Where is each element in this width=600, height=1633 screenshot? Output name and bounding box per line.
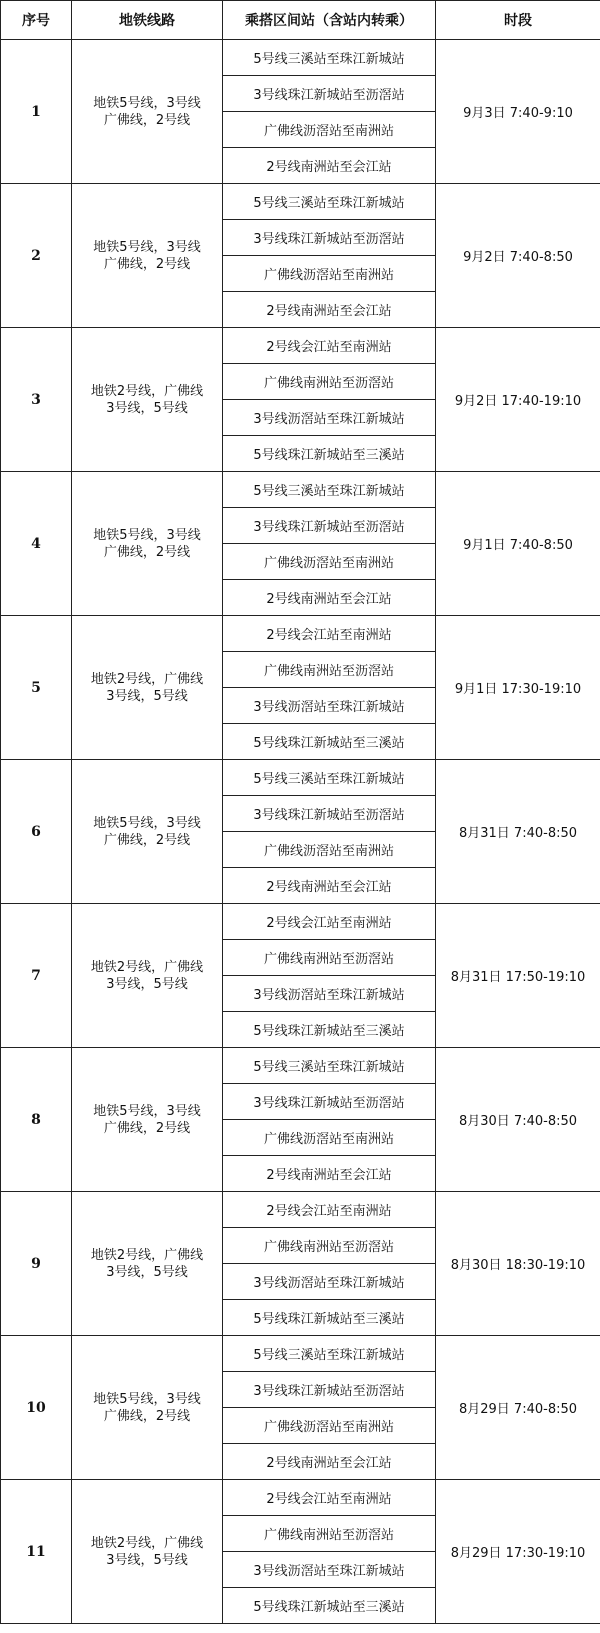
metro-lines-cell bbox=[72, 472, 223, 616]
segment-cell: 3号线沥滘站至珠江新城站 bbox=[223, 1552, 436, 1588]
metro-lines-text: 3号线，5号线 bbox=[106, 1552, 188, 1568]
metro-lines-cell bbox=[72, 40, 223, 184]
table-row bbox=[1, 184, 600, 220]
row-index: 1 bbox=[1, 40, 72, 184]
segment-cell: 广佛线南洲站至沥滘站 bbox=[223, 364, 436, 400]
segment-cell: 2号线南洲站至会江站 bbox=[223, 1444, 436, 1480]
row-index: 3 bbox=[1, 328, 72, 472]
table-row bbox=[1, 1048, 600, 1084]
row-index: 4 bbox=[1, 472, 72, 616]
metro-lines-text: 地铁5号线，3号线 bbox=[93, 527, 201, 543]
time-cell: 8月30日 7:40-8:50 bbox=[436, 1048, 600, 1192]
time-cell: 8月31日 7:40-8:50 bbox=[436, 760, 600, 904]
segment-cell: 3号线珠江新城站至沥滘站 bbox=[223, 508, 436, 544]
segment-cell: 5号线三溪站至珠江新城站 bbox=[223, 1336, 436, 1372]
segment-cell: 广佛线南洲站至沥滘站 bbox=[223, 1516, 436, 1552]
segment-cell: 广佛线南洲站至沥滘站 bbox=[223, 940, 436, 976]
metro-lines-cell bbox=[72, 328, 223, 472]
time-cell: 9月3日 7:40-9:10 bbox=[436, 40, 600, 184]
table-row bbox=[1, 904, 600, 940]
segment-cell: 5号线三溪站至珠江新城站 bbox=[223, 760, 436, 796]
metro-lines-text: 广佛线，2号线 bbox=[103, 112, 191, 128]
metro-lines-text: 3号线，5号线 bbox=[106, 400, 188, 416]
metro-lines-text: 地铁5号线，3号线 bbox=[93, 1103, 201, 1119]
segment-cell: 广佛线沥滘站至南洲站 bbox=[223, 1408, 436, 1444]
table-row bbox=[1, 1480, 600, 1516]
metro-lines-text: 地铁2号线，广佛线 bbox=[90, 671, 204, 687]
segment-cell: 5号线三溪站至珠江新城站 bbox=[223, 472, 436, 508]
segment-cell: 广佛线沥滘站至南洲站 bbox=[223, 832, 436, 868]
segment-cell: 2号线会江站至南洲站 bbox=[223, 328, 436, 364]
row-index: 10 bbox=[1, 1336, 72, 1480]
segment-cell: 2号线会江站至南洲站 bbox=[223, 1192, 436, 1228]
metro-lines-cell bbox=[72, 1048, 223, 1192]
segment-cell: 5号线珠江新城站至三溪站 bbox=[223, 1300, 436, 1336]
segment-cell: 2号线南洲站至会江站 bbox=[223, 148, 436, 184]
segment-cell: 3号线沥滘站至珠江新城站 bbox=[223, 976, 436, 1012]
metro-lines-text: 地铁5号线，3号线 bbox=[93, 95, 201, 111]
row-index: 7 bbox=[1, 904, 72, 1048]
segment-cell: 3号线沥滘站至珠江新城站 bbox=[223, 400, 436, 436]
table-row bbox=[1, 760, 600, 796]
segment-cell: 2号线会江站至南洲站 bbox=[223, 1480, 436, 1516]
metro-lines-cell bbox=[72, 1480, 223, 1624]
metro-lines-text: 地铁5号线，3号线 bbox=[93, 239, 201, 255]
segment-cell: 2号线会江站至南洲站 bbox=[223, 616, 436, 652]
metro-lines-text: 3号线，5号线 bbox=[106, 976, 188, 992]
row-index: 9 bbox=[1, 1192, 72, 1336]
segment-cell: 5号线三溪站至珠江新城站 bbox=[223, 40, 436, 76]
segment-cell: 3号线珠江新城站至沥滘站 bbox=[223, 220, 436, 256]
table-row bbox=[1, 1192, 600, 1228]
segment-cell: 5号线珠江新城站至三溪站 bbox=[223, 1588, 436, 1624]
metro-lines-cell bbox=[72, 616, 223, 760]
segment-cell: 2号线南洲站至会江站 bbox=[223, 292, 436, 328]
segment-cell: 5号线三溪站至珠江新城站 bbox=[223, 184, 436, 220]
metro-lines-text: 地铁2号线，广佛线 bbox=[90, 1247, 204, 1263]
row-index: 11 bbox=[1, 1480, 72, 1624]
segment-cell: 5号线珠江新城站至三溪站 bbox=[223, 1012, 436, 1048]
header-metro-lines: 地铁线路 bbox=[72, 1, 223, 40]
time-cell: 8月31日 17:50-19:10 bbox=[436, 904, 600, 1048]
metro-lines-cell bbox=[72, 1192, 223, 1336]
metro-lines-text: 广佛线，2号线 bbox=[103, 1120, 191, 1136]
segment-cell: 2号线南洲站至会江站 bbox=[223, 868, 436, 904]
time-cell: 9月1日 7:40-8:50 bbox=[436, 472, 600, 616]
metro-lines-text: 地铁5号线，3号线 bbox=[93, 815, 201, 831]
metro-lines-text: 地铁2号线，广佛线 bbox=[90, 1535, 204, 1551]
metro-lines-text: 广佛线，2号线 bbox=[103, 256, 191, 272]
metro-lines-text: 3号线，5号线 bbox=[106, 688, 188, 704]
time-cell: 8月30日 18:30-19:10 bbox=[436, 1192, 600, 1336]
segment-cell: 2号线会江站至南洲站 bbox=[223, 904, 436, 940]
segment-cell: 2号线南洲站至会江站 bbox=[223, 1156, 436, 1192]
metro-lines-text: 广佛线，2号线 bbox=[103, 544, 191, 560]
segment-cell: 3号线沥滘站至珠江新城站 bbox=[223, 688, 436, 724]
table-row bbox=[1, 40, 600, 76]
time-cell: 8月29日 7:40-8:50 bbox=[436, 1336, 600, 1480]
segment-cell: 5号线三溪站至珠江新城站 bbox=[223, 1048, 436, 1084]
table-row bbox=[1, 472, 600, 508]
metro-lines-text: 地铁2号线，广佛线 bbox=[90, 959, 204, 975]
table-body bbox=[1, 40, 600, 1624]
metro-lines-text: 地铁2号线，广佛线 bbox=[90, 383, 204, 399]
metro-lines-text: 地铁5号线，3号线 bbox=[93, 1391, 201, 1407]
segment-cell: 广佛线沥滘站至南洲站 bbox=[223, 256, 436, 292]
segment-cell: 5号线珠江新城站至三溪站 bbox=[223, 436, 436, 472]
table-row bbox=[1, 616, 600, 652]
time-cell: 9月2日 17:40-19:10 bbox=[436, 328, 600, 472]
segment-cell: 广佛线沥滘站至南洲站 bbox=[223, 112, 436, 148]
segment-cell: 3号线珠江新城站至沥滘站 bbox=[223, 1084, 436, 1120]
time-cell: 8月29日 17:30-19:10 bbox=[436, 1480, 600, 1624]
row-index: 2 bbox=[1, 184, 72, 328]
segment-cell: 广佛线沥滘站至南洲站 bbox=[223, 1120, 436, 1156]
metro-lines-text: 广佛线，2号线 bbox=[103, 832, 191, 848]
metro-lines-text: 3号线，5号线 bbox=[106, 1264, 188, 1280]
segment-cell: 广佛线南洲站至沥滘站 bbox=[223, 1228, 436, 1264]
table-row bbox=[1, 328, 600, 364]
metro-lines-cell bbox=[72, 904, 223, 1048]
header-index: 序号 bbox=[1, 1, 72, 40]
metro-lines-cell bbox=[72, 1336, 223, 1480]
row-index: 6 bbox=[1, 760, 72, 904]
table-row bbox=[1, 1336, 600, 1372]
segment-cell: 3号线珠江新城站至沥滘站 bbox=[223, 1372, 436, 1408]
segment-cell: 3号线珠江新城站至沥滘站 bbox=[223, 796, 436, 832]
segment-cell: 2号线南洲站至会江站 bbox=[223, 580, 436, 616]
row-index: 5 bbox=[1, 616, 72, 760]
segment-cell: 广佛线沥滘站至南洲站 bbox=[223, 544, 436, 580]
segment-cell: 5号线珠江新城站至三溪站 bbox=[223, 724, 436, 760]
metro-lines-text: 广佛线，2号线 bbox=[103, 1408, 191, 1424]
header-time: 时段 bbox=[436, 1, 600, 40]
segment-cell: 广佛线南洲站至沥滘站 bbox=[223, 652, 436, 688]
header-segments: 乘搭区间站（含站内转乘） bbox=[223, 1, 436, 40]
time-cell: 9月2日 7:40-8:50 bbox=[436, 184, 600, 328]
segment-cell: 3号线沥滘站至珠江新城站 bbox=[223, 1264, 436, 1300]
segment-cell: 3号线珠江新城站至沥滘站 bbox=[223, 76, 436, 112]
header-row bbox=[1, 1, 600, 40]
metro-lines-cell bbox=[72, 760, 223, 904]
metro-lines-cell bbox=[72, 184, 223, 328]
row-index: 8 bbox=[1, 1048, 72, 1192]
time-cell: 9月1日 17:30-19:10 bbox=[436, 616, 600, 760]
